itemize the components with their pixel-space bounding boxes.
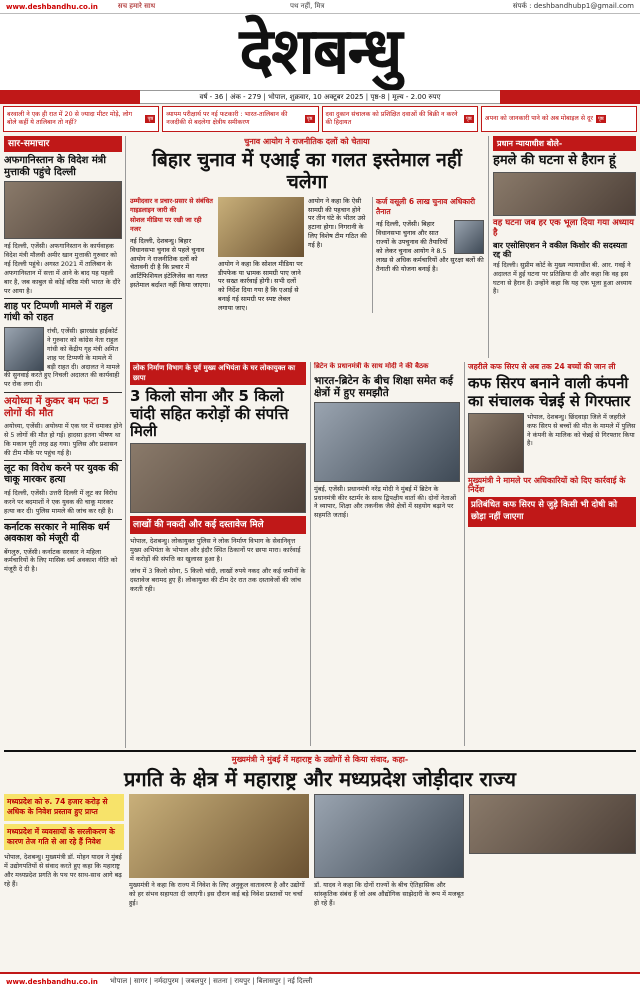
- tagline: सच हमारे साथ: [117, 2, 156, 10]
- teaser-item[interactable]: [322, 106, 478, 132]
- teaser-page: पृष्ठ: [147, 115, 154, 122]
- cough-syrup-body: भोपाल, देशबन्धु। छिंदवाड़ा जिले में जहरीले कफ सिरप से बच्चों की मौत के मामले में पुलिस ने कंपनी के मालिक को चेन्नई से गिरफ्तार किया है।: [527, 412, 636, 448]
- section-header: सार-समाचार: [4, 136, 122, 152]
- side-story-body: नई दिल्ली, एजेंसी। बिहार विधानसभा चुनाव और सात राज्यों के उपचुनाव की तैयारियों को लेकर चुनाव आयोग ने 8.5 लाख से अधिक कर्मचारियों और सुरक्षा बलों की तैनाती की योजना बनाई है।: [376, 220, 484, 273]
- footer-url[interactable]: www.deshbandhu.co.in: [6, 977, 98, 986]
- teaser-item[interactable]: [162, 106, 318, 132]
- contact-email[interactable]: संपर्क : deshbandhubp1@gmail.com: [512, 2, 634, 10]
- motto: पथ नहीं, मित्र: [290, 2, 325, 10]
- lokayukta-body-2: जांच में 3 किलो सोना, 5 किलो चांदी, लाखों रुपये नकद और कई जमीनों के दस्तावेज बरामद हुए हैं। लोकायुक्त की टीम देर रात तक दस्तावेजों की जांच करती रही।: [130, 566, 306, 593]
- right-kicker: प्रधान न्यायाधीश बोले-: [493, 136, 636, 151]
- right-photo: [493, 172, 636, 216]
- left-story5-headline[interactable]: कर्नाटक सरकार ने मासिक धर्म अवकाश को मंजूरी दी: [4, 521, 110, 544]
- bottom-photo-2: [314, 794, 464, 878]
- india-uk-body: मुंबई, एजेंसी। प्रधानमंत्री नरेंद्र मोदी ने मुंबई में ब्रिटेन के प्रधानमंत्री कीर स्टार्मर के साथ द्विपक्षीय वार्ता की। दोनों नेताओं ने व्यापार, शिक्षा और तकनीक जैसे क्षेत्रों में सहयोग बढ़ाने पर सहमति जताई।: [314, 484, 457, 520]
- bottom-photo: [129, 794, 309, 878]
- cough-syrup-callout: मुख्यमंत्री ने मामले पर अधिकारियों को दिए कार्रवाई के निर्देश: [468, 475, 626, 495]
- left-story4-body: नई दिल्ली, एजेंसी। उत्तरी दिल्ली में लूट का विरोध करने पर बदमाशों ने एक युवक की चाकू मारकर हत्या कर दी। पुलिस मामले की जांच कर रही है।: [4, 489, 118, 515]
- teaser-text: व्यापम परीक्षार्थ पर नई फटकारी : भारत-तालिबान की नजदीकी से बदलेगा क्षेत्रीय समीकरण: [166, 110, 288, 126]
- left-story2-photo: [4, 327, 44, 371]
- lokayukta-body: भोपाल, देशबन्धु। लोकायुक्त पुलिस ने लोक निर्माण विभाग के सेवानिवृत्त मुख्य अभियंता के भोपाल और इंदौर स्थित ठिकानों पर छापा मारा। कार्रवाई में करोड़ों की संपत्ति का खुलासा हुआ है।: [130, 537, 301, 564]
- teaser-item[interactable]: [3, 106, 159, 132]
- teaser-page: पृष्ठ: [306, 115, 313, 122]
- left-story3-body: अयोध्या, एजेंसी। अयोध्या में एक घर में धमाका होने से 5 लोगों की मौत हो गई। हादसा इतना भीषण था कि मकान पूरी तरह ढह गया। पुलिस और प्रशासन की टीम मौके पर पहुंच गई है।: [4, 422, 123, 457]
- bottom-bullet: मध्यप्रदेश को रु. 74 हजार करोड़ से अधिक के निवेश प्रस्ताव हुए प्राप्त: [4, 794, 124, 821]
- bottom-bullet: मध्यप्रदेश में व्यवसायों के सरलीकरण के कारण तेज गति से आ रहे हैं निवेश: [4, 824, 124, 851]
- dateline-text: वर्ष - 36 | अंक - 279 | भोपाल, शुक्रवार, 10 अक्टूबर 2025 | पृष्ठ-8 | मूल्य - 2.00 रुपए: [140, 90, 500, 104]
- cough-syrup-callout-2: प्रतिबंधित कफ सिरप से जुड़े किसी भी दोषी को छोड़ा नहीं जाएगा: [468, 497, 636, 526]
- right-headline[interactable]: हमले की घटना से हैरान हूं: [493, 153, 616, 169]
- teaser-strip: [0, 106, 640, 132]
- left-story3-headline[interactable]: अयोध्या में कुकर बम फटा 5 लोगों की मौत: [4, 396, 110, 419]
- masthead: [0, 14, 640, 90]
- left-story2-headline[interactable]: शाह पर टिप्पणी मामले में राहुल गांधी को राहत: [4, 301, 113, 324]
- site-url[interactable]: www.deshbandhu.co.in: [6, 2, 98, 11]
- bottom-kicker: मुख्यमंत्री ने मुंबई में महाराष्ट्र के उद्योगों से किया संवाद, कहा-: [231, 755, 409, 764]
- teaser-text: अपना को जानकारी पाने को अब मोबाइल से दूर: [484, 114, 593, 122]
- left-lead-photo: [4, 181, 122, 239]
- dateline-red-right: [500, 90, 640, 104]
- footer-cities: भोपाल | सागर | नर्मदापुरम | जबलपुर | सतना | रायपुर | बिलासपुर | नई दिल्ली: [109, 977, 313, 985]
- dateline-bar: [0, 90, 640, 104]
- cough-syrup-kicker: जहरीले कफ सिरप से अब तक 24 बच्चों की जान ली: [468, 362, 616, 371]
- cough-syrup-story: [464, 362, 636, 746]
- teaser-item[interactable]: [481, 106, 637, 132]
- left-column: [4, 136, 126, 748]
- masthead-logo: देशबन्धु: [239, 14, 401, 89]
- left-story4-headline[interactable]: लूट का विरोध करने पर युवक की चाकू मारकर हत्या: [4, 463, 119, 486]
- india-uk-kicker: ब्रिटेन के प्रधानमंत्री के साथ मोदी ने की बैठक: [314, 362, 429, 370]
- left-lead-body: नई दिल्ली, एजेंसी। अफगानिस्तान के कार्यवाहक विदेश मंत्री मौलवी अमीर खान मुत्ताकी गुरुवार को नई दिल्ली पहुंचे। अगस्त 2021 में तालिबान के अफगानिस्तान में सत्ता में आने के बाद यह पहली बार है, जब काबुल से कोई वरिष्ठ मंत्री भारत के दौरे पर आया है।: [4, 242, 121, 295]
- lokayukta-kicker: लोक निर्माण विभाग के पूर्व मुख्य अभियंता के घर लोकायुक्त का छापा: [130, 362, 306, 385]
- teaser-page: पृष्ठ: [597, 115, 604, 122]
- bottom-body-3: डॉ. यादव ने कहा कि दोनों राज्यों के बीच ऐतिहासिक और सांस्कृतिक संबंध हैं जो अब औद्योगिक साझेदारी के रूप में मजबूत हो रहे हैं।: [314, 881, 464, 907]
- left-lead-headline[interactable]: अफगानिस्तान के विदेश मंत्री मुत्ताकी पहुंचे दिल्ली: [4, 155, 106, 178]
- bottom-story: [4, 750, 636, 970]
- lokayukta-photo: [130, 443, 306, 513]
- india-uk-photo: [314, 402, 460, 482]
- top-story-bullet: उम्मीदवार व प्रचार-प्रसार से संबंधित गाइडलाइन जारी की: [130, 196, 213, 214]
- top-story-bullet: सोशल मीडिया पर रखी जा रही नजर: [130, 216, 202, 234]
- india-uk-story: [310, 362, 460, 746]
- right-column: [488, 136, 636, 358]
- top-story-body-1: नई दिल्ली, देशबन्धु। बिहार विधानसभा चुनाव से पहले चुनाव आयोग ने राजनीतिक दलों को चेतावनी दी है कि प्रचार में आर्टिफिशियल इंटेलिजेंस का गलत इस्तेमाल बर्दाश्त नहीं किया जाएगा।: [130, 237, 211, 290]
- top-story-headline[interactable]: बिहार चुनाव में एआई का गलत इस्तेमाल नहीं चलेगा: [152, 149, 462, 193]
- lokayukta-story: [130, 362, 306, 746]
- right-body: नई दिल्ली। सुप्रीम कोर्ट के मुख्य न्यायाधीश बी. आर. गवई ने अदालत में हुई घटना पर प्रतिक्रिया दी और कहा कि वह इस घटना से हैरान हैं। उन्होंने कहा कि यह एक भूला हुआ अध्याय है।: [493, 260, 632, 296]
- top-bar: [0, 0, 640, 14]
- top-story-photo: [218, 197, 304, 257]
- cough-syrup-photo: [468, 413, 524, 473]
- top-story-body-3: आयोग ने कहा कि ऐसी सामग्री की पहचान होने पर तीन घंटे के भीतर उसे हटाना होगा। निगरानी के लिए विशेष टीम गठित की गई है।: [308, 196, 367, 249]
- teaser-text: बरवाली ने एक ही रात में 20 से ज्यादा मीटर मोड़े, लोग बोले कहीं ये तालिबान तो नहीं?: [7, 110, 133, 126]
- left-story2-body: रांची, एजेंसी। झारखंड हाईकोर्ट ने गुरुवार को कांग्रेस नेता राहुल गांधी को केंद्रीय गृह मंत्री अमित शाह पर टिप्पणी के मामले में बड़ी राहत दी। अदालत ने मामले की सुनवाई करते हुए निचली अदालत की कार्यवाही पर रोक लगा दी।: [4, 327, 120, 389]
- right-quote: वह घटना जब हर एक भूला दिया गया अध्याय है: [493, 217, 634, 238]
- right-quote-2: बार एसोसिएशन ने वकील किशोर की सदस्यता रद्द की: [493, 240, 628, 259]
- bottom-body: भोपाल, देशबन्धु। मुख्यमंत्री डॉ. मोहन यादव ने मुंबई में उद्योगपतियों से संवाद करते हुए कहा कि महाराष्ट्र और मध्यप्रदेश प्रगति के पथ पर साथ-साथ आगे बढ़ रहे हैं।: [4, 853, 122, 888]
- cough-syrup-headline[interactable]: कफ सिरप बनाने वाली कंपनी का संचालक चेन्नई से गिरफ्तार: [468, 374, 631, 410]
- top-story-kicker: चुनाव आयोग ने राजनीतिक दलों को चेताया: [244, 137, 370, 146]
- left-story5-body: बेंगलुरु, एजेंसी। कर्नाटक सरकार ने महिला कर्मचारियों के लिए मासिक धर्म अवकाश नीति को मंजूरी दे दी है।: [4, 547, 118, 574]
- bottom-headline[interactable]: प्रगति के क्षेत्र में महाराष्ट्र और मध्यप्रदेश जोड़ीदार राज्य: [123, 767, 517, 791]
- dateline-red-left: [0, 90, 140, 104]
- bottom-photo-3: [469, 794, 636, 854]
- teaser-text: दवा दुकान संचालक को प्रशिक्षित दवाओं की बिक्री न करने की हिदायत: [325, 110, 458, 126]
- footer-bar: [0, 972, 640, 989]
- teaser-page: पृष्ठ: [465, 115, 472, 122]
- india-uk-headline[interactable]: भारत-ब्रिटेन के बीच शिक्षा समेत कई क्षेत्रों में हुए समझौते: [314, 374, 453, 399]
- side-story-photo: [454, 220, 484, 254]
- top-story-body-2: आयोग ने कहा कि सोशल मीडिया पर डीपफेक या भ्रामक सामग्री पाए जाने पर सख्त कार्रवाई होगी। सभी दलों को निर्देश दिया गया है कि एआई से बनाई गई सामग्री पर स्पष्ट लेबल लगाया जाए।: [218, 259, 303, 312]
- lokayukta-headline[interactable]: 3 किलो सोना और 5 किलो चांदी सहित करोड़ों की संपत्ति मिली: [130, 387, 289, 440]
- bottom-body-2: मुख्यमंत्री ने कहा कि राज्य में निवेश के लिए अनुकूल वातावरण है और उद्योगों को हर संभव सहायता दी जाएगी। इस दौरान कई बड़े निवेश प्रस्तावों पर चर्चा हुई।: [129, 881, 305, 907]
- side-story-kicker[interactable]: कर्ज वसूली 6 लाख चुनाव अधिकारी तैनात: [376, 196, 476, 217]
- lokayukta-callout: लाखों की नकदी और कई दस्तावेज मिले: [130, 516, 306, 534]
- top-story: [130, 136, 484, 358]
